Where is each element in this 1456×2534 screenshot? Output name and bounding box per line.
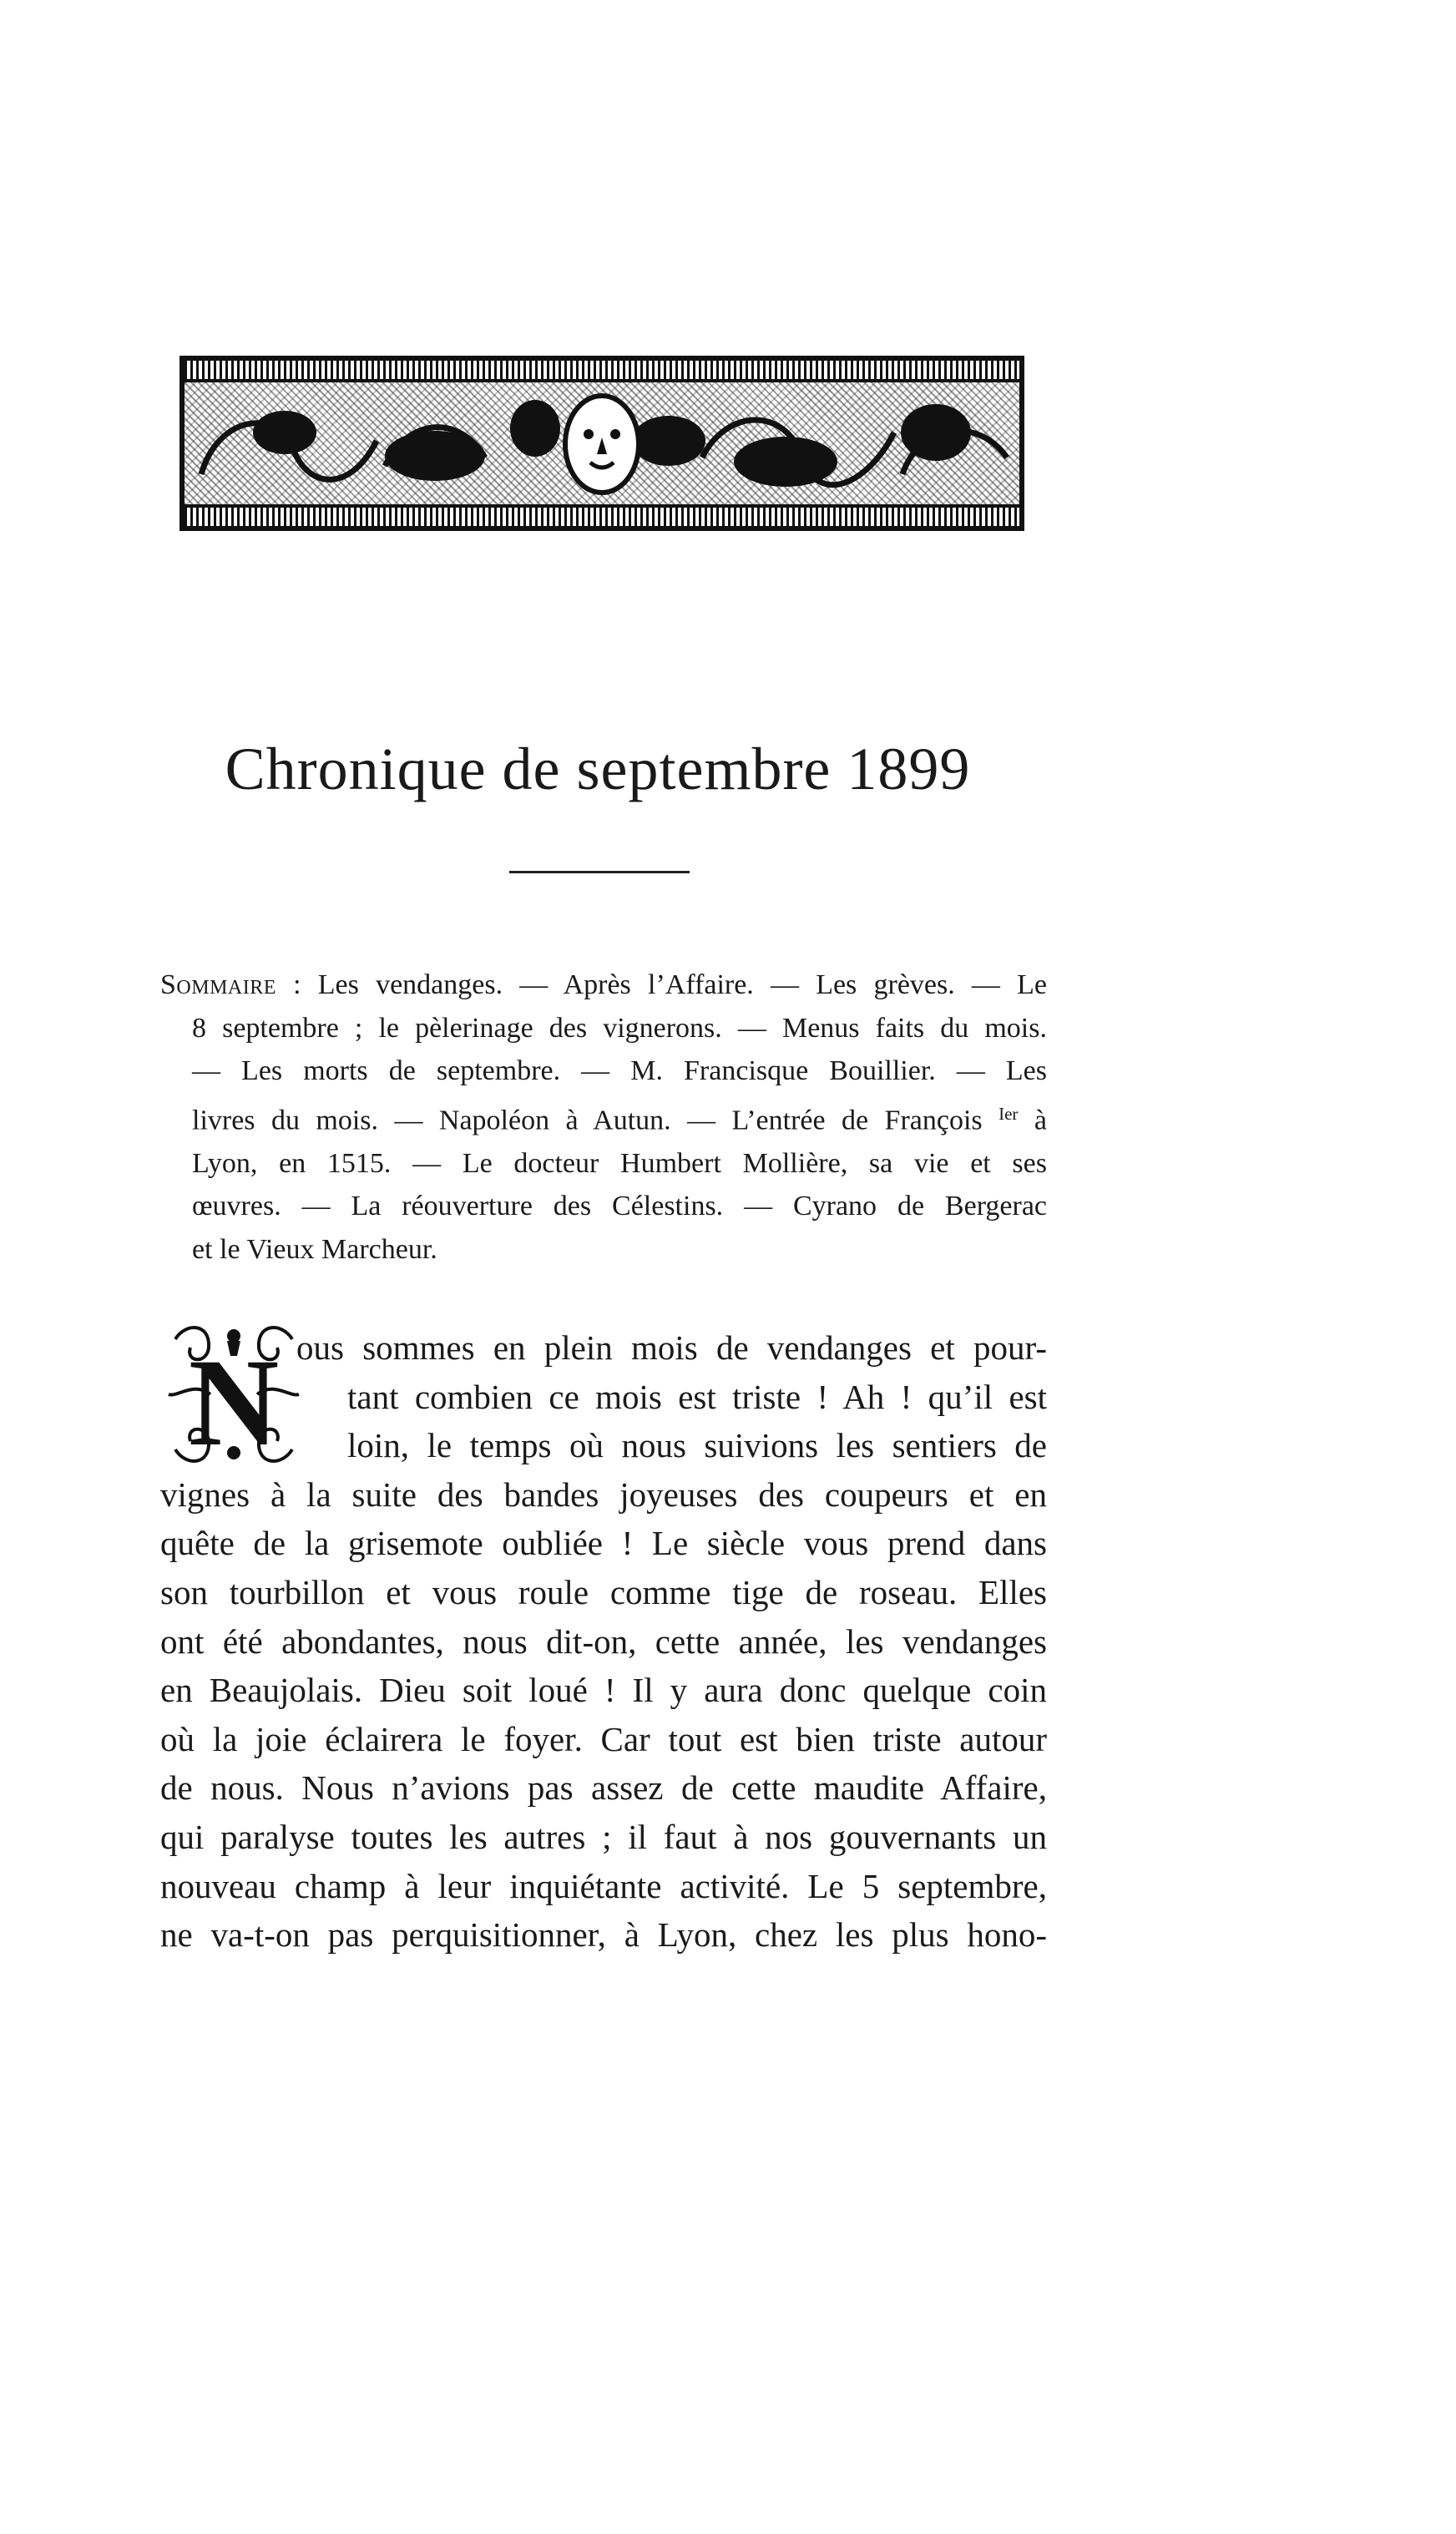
summary-line-4-tail: à xyxy=(1018,1105,1047,1136)
ornament-bottom-band xyxy=(185,504,1019,526)
summary-line-1 xyxy=(160,964,1047,1007)
body-line-9: où la joie éclairera le foyer. Car tout est bien triste autour xyxy=(160,1719,1047,1758)
title-rule xyxy=(509,871,690,873)
summary-label: Sommaire xyxy=(160,969,276,1000)
body-line-1: ous sommes en plein mois de vendanges et pour- xyxy=(296,1328,1047,1367)
engraved-header-ornament xyxy=(179,356,1024,531)
summary-line-4-text: livres du mois. — Napoléon à Autun. — L’entrée de François xyxy=(192,1105,999,1136)
page-title: Chronique de septembre 1899 xyxy=(225,736,971,802)
body-line-7: ont été abondantes, nous dit-on, cette année, les vendanges xyxy=(160,1621,1047,1661)
body-line-11: qui paralyse toutes les autres ; il faut à nos gouvernants un xyxy=(160,1817,1047,1856)
body-paragraph xyxy=(160,1323,1047,1960)
summary-line-4 xyxy=(160,1093,1047,1142)
body-line-12: nouveau champ à leur inquiétante activité. Le 5 septembre, xyxy=(160,1866,1047,1905)
summary-line-6: œuvres. — La réouverture des Célestins. — Cyrano de Bergerac xyxy=(192,1191,1047,1222)
body-line-3: loin, le temps où nous suivions les sentiers de xyxy=(347,1426,1047,1465)
body-line-8: en Beaujolais. Dieu soit loué ! Il y aura donc quelque coin xyxy=(160,1671,1047,1710)
dropcap-letter: N xyxy=(188,1333,280,1466)
summary-line-4-superscript: Ier xyxy=(998,1103,1019,1124)
summary-line-3: — Les morts de septembre. — M. Francisque Bouillier. — Les xyxy=(192,1055,1047,1086)
body-line-10: de nous. Nous n’avions pas assez de cette maudite Affaire, xyxy=(160,1768,1047,1808)
summary-line-7: et le Vieux Marcheur. xyxy=(192,1233,437,1265)
body-line-6: son tourbillon et vous roule comme tige de roseau. Elles xyxy=(160,1572,1047,1611)
summary-line-2: 8 septembre ; le pèlerinage des vignerons. — Menus faits du mois. xyxy=(192,1012,1047,1044)
ornament-top-band xyxy=(185,361,1019,382)
body-line-2: tant combien ce mois est triste ! Ah ! qu’il est xyxy=(347,1377,1047,1416)
body-line-4: vignes à la suite des bandes joyeuses des coupeurs et en xyxy=(160,1474,1047,1514)
summary-block xyxy=(160,964,1047,1271)
summary-line-5: Lyon, en 1515. — Le docteur Humbert Mollière, sa vie et ses xyxy=(192,1147,1047,1179)
ornament-foliage-icon xyxy=(185,382,1019,504)
summary-line-1-text: : Les vendanges. — Après l’Affaire. — Les grèves. — Le xyxy=(276,969,1047,1000)
body-line-13: ne va-t-on pas perquisitionner, à Lyon, chez les plus hono- xyxy=(160,1915,1047,1955)
body-line-5: quête de la grisemote oubliée ! Le siècle vous prend dans xyxy=(160,1524,1047,1563)
ornament-foliage-field xyxy=(185,382,1019,504)
